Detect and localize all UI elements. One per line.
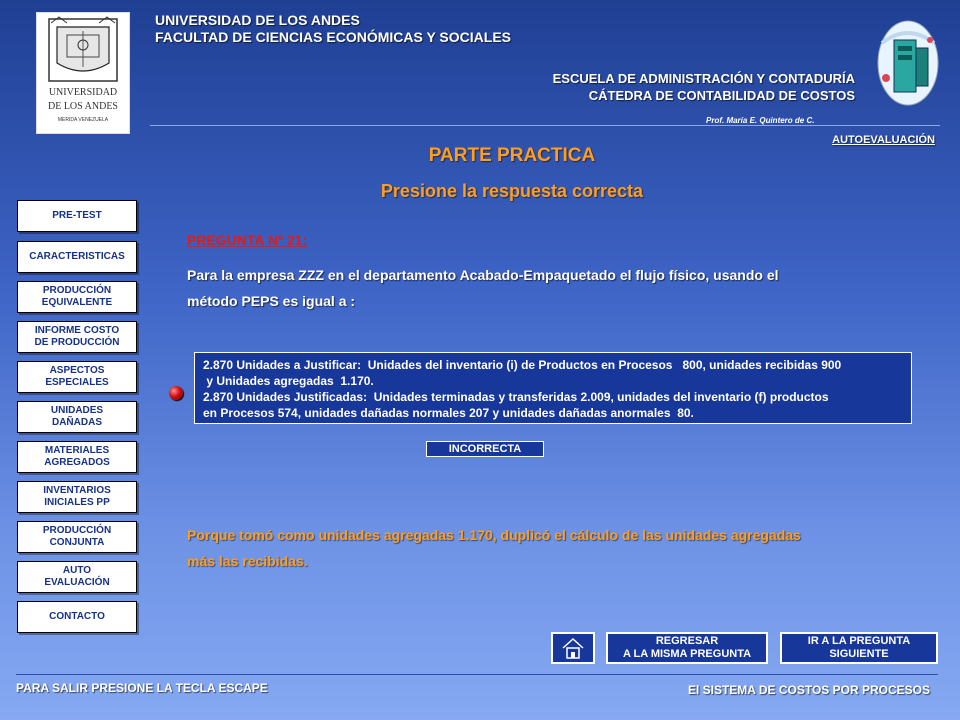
page-title: PARTE PRACTICA — [428, 145, 596, 166]
svg-text:MERIDA VENEZUELA: MERIDA VENEZUELA — [57, 117, 109, 123]
school-name: ESCUELA DE ADMINISTRACIÓN Y CONTADURÍA — [552, 71, 855, 86]
exit-hint: PARA SALIR PRESIONE LA TECLA ESCAPE — [16, 681, 268, 695]
explanation-text: Porque tomó como unidades agregadas 1.170, duplicó el cálculo de las unidades agregadas más las recibidas. — [187, 527, 801, 569]
home-button[interactable] — [551, 632, 595, 664]
result-badge: INCORRECTA — [426, 441, 544, 457]
answer-option[interactable]: 2.870 Unidades a Justificar: Unidades del inventario (i) de Productos en Procesos 800, unidades recibidas 900 y Unidades agregadas 1.170. 2.870 Unidades Justificadas: Unidades terminadas y transferidas 2.009, unidades del inventario (f) productos en Procesos 574, unidades dañadas normales 207 y unidades dañadas anormales 80. — [194, 352, 912, 424]
computer-tower-icon — [872, 18, 944, 108]
question-text: Para la empresa ZZZ en el departamento Acabado-Empaquetado el flujo físico, usando el método PEPS es igual a : — [187, 267, 779, 309]
sidebar-item-informe-costo[interactable]: INFORME COSTO DE PRODUCCIÓN — [17, 321, 137, 353]
home-icon — [560, 636, 586, 660]
faculty-name: FACULTAD DE CIENCIAS ECONÓMICAS Y SOCIALES — [155, 29, 511, 45]
next-question-button[interactable]: IR A LA PREGUNTA SIGUIENTE — [780, 632, 938, 664]
footer-divider — [16, 674, 938, 675]
sidebar-item-produccion-conjunta[interactable]: PRODUCCIÓN CONJUNTA — [17, 521, 137, 553]
header-divider — [150, 125, 940, 126]
page-subtitle: Presione la respuesta correcta — [380, 181, 644, 201]
computer-illustration — [872, 18, 944, 108]
retry-question-button[interactable]: REGRESAR A LA MISMA PREGUNTA — [606, 632, 768, 664]
university-name: UNIVERSIDAD DE LOS ANDES — [155, 12, 360, 28]
chair-name: CÁTEDRA DE CONTABILIDAD DE COSTOS — [588, 88, 855, 103]
svg-text:DE LOS ANDES: DE LOS ANDES — [47, 101, 119, 112]
question-number: PREGUNTA Nº 21: — [187, 232, 308, 248]
sidebar-item-materiales-agregados[interactable]: MATERIALES AGREGADOS — [17, 441, 137, 473]
header-school — [553, 70, 855, 104]
sidebar-item-unidades-danadas[interactable]: UNIDADES DAÑADAS — [17, 401, 137, 433]
bullet-icon — [169, 386, 183, 400]
sidebar-item-aspectos-especiales[interactable]: ASPECTOS ESPECIALES — [17, 361, 137, 393]
sidebar-item-contacto[interactable]: CONTACTO — [17, 601, 137, 633]
system-name: El SISTEMA DE COSTOS POR PROCESOS — [687, 683, 930, 697]
section-label: AUTOEVALUACIÓN — [832, 134, 935, 146]
author-credit: Prof. María E. Quintero de C. — [706, 116, 815, 125]
sidebar-item-autoevaluacion[interactable]: AUTO EVALUACIÓN — [17, 561, 137, 593]
university-logo — [36, 12, 130, 134]
sidebar-item-caracteristicas[interactable]: CARACTERISTICAS — [17, 241, 137, 273]
sidebar-item-produccion-equivalente[interactable]: PRODUCCIÓN EQUIVALENTE — [17, 281, 137, 313]
university-crest-icon — [37, 13, 129, 133]
sidebar-item-pre-test[interactable]: PRE-TEST — [17, 200, 137, 232]
sidebar-item-inventarios-iniciales[interactable]: INVENTARIOS INICIALES PP — [17, 481, 137, 513]
header-institution — [155, 12, 511, 46]
svg-text:UNIVERSIDAD: UNIVERSIDAD — [48, 87, 118, 98]
